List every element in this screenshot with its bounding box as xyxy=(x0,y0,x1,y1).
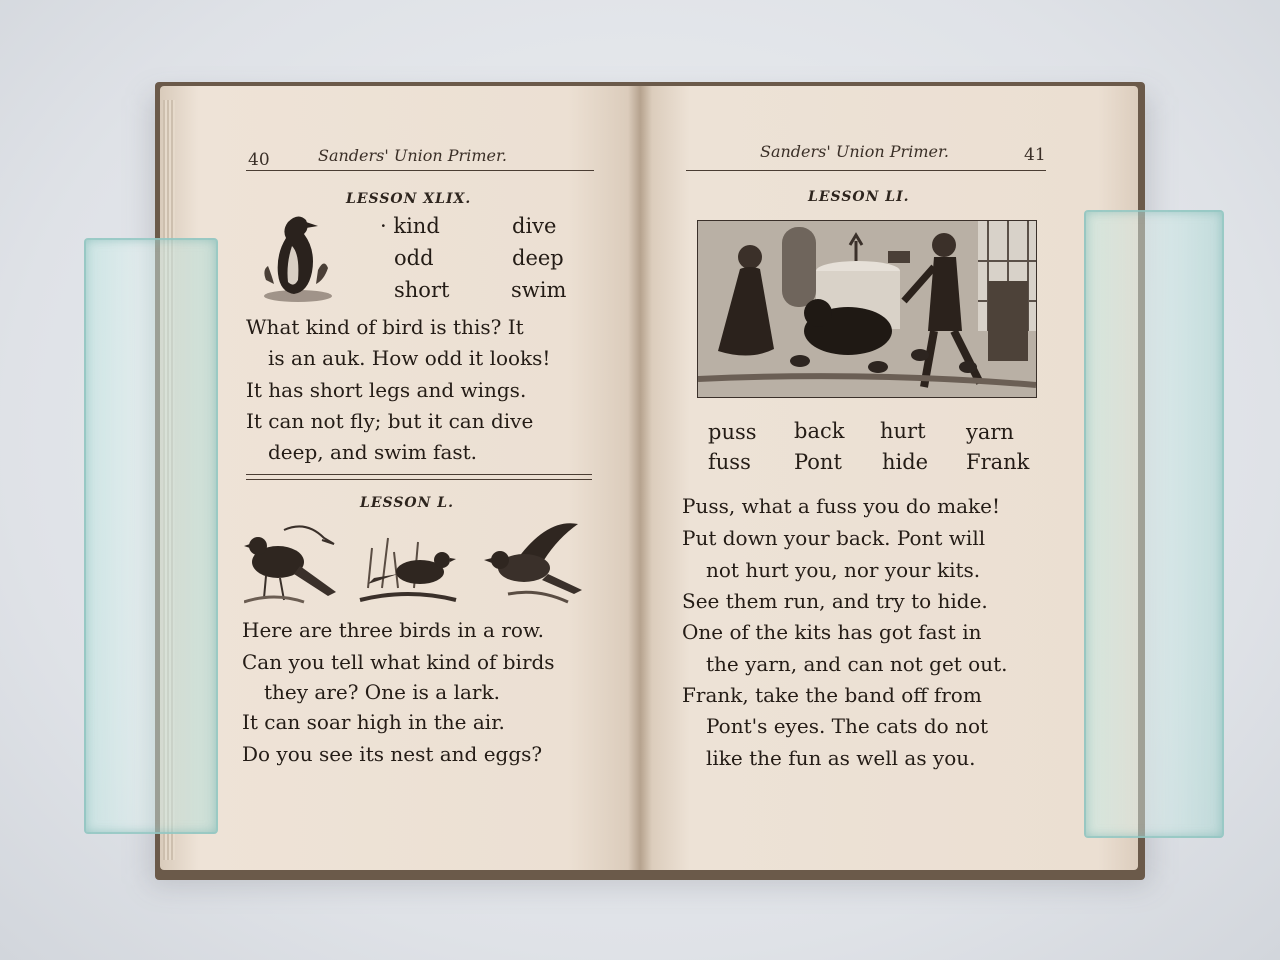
reading-line: Frank, take the band off from xyxy=(682,683,982,707)
reading-line: What kind of bird is this? It xyxy=(246,315,524,339)
reading-line: is an auk. How odd it looks! xyxy=(268,346,551,370)
vocab-word: hurt xyxy=(880,419,926,443)
right-running-head: Sanders' Union Primer. xyxy=(760,142,949,161)
engraving-children-dog-cats xyxy=(697,220,1037,398)
left-header-rule xyxy=(246,170,594,171)
reading-line: One of the kits has got fast in xyxy=(682,620,982,644)
lesson-l-title: LESSON L. xyxy=(360,495,455,511)
vocab-word: deep xyxy=(512,246,564,270)
right-page-number: 41 xyxy=(1024,145,1046,165)
vocab-word: fuss xyxy=(708,450,751,474)
reading-line: like the fun as well as you. xyxy=(706,746,976,770)
auk-illustration xyxy=(258,210,338,306)
lesson-li-title: LESSON LI. xyxy=(808,189,910,205)
vocab-word: Frank xyxy=(966,450,1030,474)
reading-line: Do you see its nest and eggs? xyxy=(242,742,543,766)
right-glass-weight xyxy=(1084,210,1224,838)
vocab-word: swim xyxy=(511,278,567,302)
reading-line: they are? One is a lark. xyxy=(264,680,500,704)
reading-line: It can not fly; but it can dive xyxy=(246,409,534,433)
left-running-head: Sanders' Union Primer. xyxy=(318,146,507,165)
reading-line: deep, and swim fast. xyxy=(268,440,478,464)
vocab-word: short xyxy=(394,278,450,302)
lesson-divider xyxy=(246,479,592,480)
reading-line: Here are three birds in a row. xyxy=(242,618,545,642)
bird-illustration-1 xyxy=(244,522,340,606)
vocab-word: back xyxy=(794,419,845,443)
book-gutter xyxy=(628,86,652,870)
vocab-word: dive xyxy=(512,214,557,238)
reading-line: It has short legs and wings. xyxy=(246,378,527,402)
vocab-word: yarn xyxy=(966,420,1014,444)
vocab-word: Pont xyxy=(794,450,842,474)
reading-line: Pont's eyes. The cats do not xyxy=(706,714,989,738)
reading-line: Puss, what a fuss you do make! xyxy=(682,494,1001,518)
lesson-xlix-title: LESSON XLIX. xyxy=(346,191,472,207)
reading-line: Put down your back. Pont will xyxy=(682,526,986,550)
reading-line: Can you tell what kind of birds xyxy=(242,650,555,674)
vocab-word: odd xyxy=(394,246,434,270)
reading-line: the yarn, and can not get out. xyxy=(706,652,1008,676)
left-page-number: 40 xyxy=(248,150,270,170)
bird-illustration-2 xyxy=(358,528,458,608)
vocab-word: puss xyxy=(708,420,757,444)
lesson-divider xyxy=(246,474,592,475)
vocab-word: hide xyxy=(882,450,929,474)
right-header-rule xyxy=(686,170,1046,171)
reading-line: It can soar high in the air. xyxy=(242,710,505,734)
reading-line: not hurt you, nor your kits. xyxy=(706,558,981,582)
left-glass-weight xyxy=(84,238,218,834)
bird-illustration-3 xyxy=(478,518,586,608)
vocab-word: · kind xyxy=(380,214,440,238)
reading-line: See them run, and try to hide. xyxy=(682,589,988,613)
